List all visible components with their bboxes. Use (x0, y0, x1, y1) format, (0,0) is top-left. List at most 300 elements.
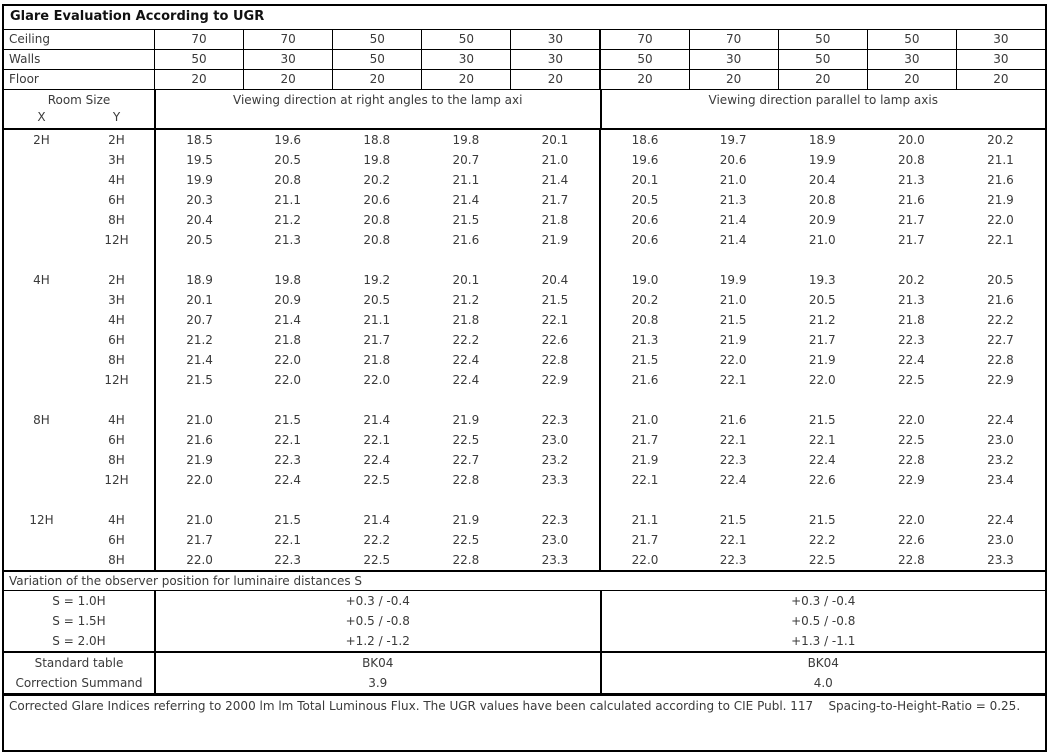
ugr-row (4, 390, 1045, 410)
ugr-value: 20.2 (599, 290, 688, 310)
ugr-value (599, 490, 688, 510)
ugr-value: 21.9 (541, 233, 569, 247)
surface-value: 20 (154, 70, 243, 89)
ugr-value: 21.1 (987, 153, 1014, 167)
ugr-value: 22.3 (719, 453, 747, 467)
ugr-value: 22.2 (363, 533, 391, 547)
ugr-value: 21.6 (987, 293, 1014, 307)
ugr-row (4, 550, 1045, 570)
variation-label: S = 1.0H (52, 594, 106, 608)
ugr-value: 22.0 (599, 550, 688, 570)
room-y-label: 3H (108, 153, 125, 167)
ugr-value: 21.2 (452, 293, 480, 307)
room-size-label: Room Size (47, 93, 111, 107)
ugr-row (4, 230, 1045, 250)
surface-reflectance-section (4, 30, 1045, 90)
variation-left-value: +1.2 / -1.2 (154, 631, 600, 651)
ugr-value: 20.5 (363, 293, 391, 307)
ugr-value: 21.9 (154, 450, 243, 470)
ugr-value: 22.1 (987, 233, 1014, 247)
ugr-value: 21.9 (719, 333, 747, 347)
ugr-value: 22.5 (452, 433, 480, 447)
ugr-value: 21.1 (452, 173, 480, 187)
ugr-value: 21.4 (719, 213, 747, 227)
ugr-value (689, 390, 778, 410)
room-x-label (4, 430, 79, 450)
ugr-value (778, 490, 867, 510)
ugr-value: 20.6 (719, 153, 747, 167)
ugr-value (689, 490, 778, 510)
ugr-value: 18.8 (363, 133, 391, 147)
ugr-row (4, 510, 1045, 530)
ugr-value: 19.2 (363, 273, 391, 287)
ugr-value: 20.4 (541, 273, 569, 287)
summary-right-value: BK04 (600, 653, 1046, 674)
ugr-value: 22.5 (452, 533, 480, 547)
ugr-value: 22.1 (541, 313, 569, 327)
ugr-value: 21.3 (274, 233, 301, 247)
ugr-value: 20.2 (897, 273, 925, 287)
ugr-value: 22.6 (808, 473, 836, 487)
ugr-value: 22.4 (452, 373, 480, 387)
ugr-value: 22.9 (987, 373, 1014, 387)
summary-right-value: 4.0 (600, 673, 1046, 693)
ugr-value: 22.5 (363, 553, 391, 567)
ugr-value: 19.8 (452, 133, 480, 147)
ugr-row (4, 490, 1045, 510)
ugr-value: 21.6 (897, 193, 925, 207)
surface-value: 20 (956, 70, 1045, 89)
ugr-value: 22.0 (897, 413, 925, 427)
ugr-value: 21.5 (154, 370, 243, 390)
ugr-row (4, 310, 1045, 330)
room-x-label (4, 290, 79, 310)
room-x-label (4, 490, 79, 510)
ugr-value: 21.3 (897, 293, 925, 307)
ugr-value: 22.4 (987, 513, 1014, 527)
room-y-label (79, 390, 154, 410)
ugr-value: 21.0 (808, 233, 836, 247)
ugr-value: 20.8 (599, 310, 688, 330)
ugr-value: 22.1 (274, 533, 301, 547)
ugr-value: 22.0 (897, 513, 925, 527)
ugr-value (421, 390, 510, 410)
room-x-label (4, 230, 79, 250)
ugr-value: 19.6 (274, 133, 301, 147)
ugr-row (4, 470, 1045, 490)
ugr-value: 20.9 (274, 293, 301, 307)
surface-value: 50 (778, 50, 867, 69)
room-x-label: 4H (33, 273, 50, 287)
ugr-values-section (4, 130, 1045, 570)
ugr-value: 22.0 (719, 353, 747, 367)
room-x-label: 12H (29, 513, 54, 527)
ugr-value: 22.4 (808, 453, 836, 467)
ugr-value: 21.5 (541, 293, 569, 307)
room-y-label: 12H (104, 233, 129, 247)
ugr-value: 21.7 (599, 530, 688, 550)
ugr-value: 21.8 (452, 313, 480, 327)
surface-value: 30 (689, 50, 778, 69)
room-y-label: 8H (108, 453, 125, 467)
ugr-value: 19.5 (154, 150, 243, 170)
ugr-value: 19.9 (719, 273, 747, 287)
ugr-value: 21.5 (719, 313, 747, 327)
room-x-label: 8H (33, 413, 50, 427)
room-x-label (4, 150, 79, 170)
variation-right-value: +0.5 / -0.8 (600, 611, 1046, 631)
surface-value: 50 (599, 50, 688, 69)
y-column-header: Y (112, 110, 121, 124)
surface-value: 20 (510, 70, 599, 89)
ugr-value: 21.5 (599, 350, 688, 370)
ugr-value: 22.4 (987, 413, 1014, 427)
surface-value: 30 (421, 50, 510, 69)
room-y-label: 8H (108, 213, 125, 227)
surface-value: 30 (956, 50, 1045, 69)
ugr-value: 22.1 (719, 533, 747, 547)
room-y-label: 4H (108, 513, 125, 527)
ugr-row (4, 150, 1045, 170)
room-y-label: 12H (104, 373, 129, 387)
ugr-value: 21.5 (274, 413, 301, 427)
ugr-value: 20.7 (154, 310, 243, 330)
variation-row (4, 611, 1045, 631)
ugr-value (689, 250, 778, 270)
ugr-value (332, 250, 421, 270)
ugr-value: 23.3 (987, 553, 1014, 567)
ugr-value: 22.3 (541, 513, 569, 527)
ugr-value: 23.4 (987, 473, 1014, 487)
ugr-value: 22.4 (897, 353, 925, 367)
surface-value: 70 (689, 30, 778, 49)
surface-label: Walls (9, 52, 41, 66)
ugr-value: 21.4 (541, 173, 569, 187)
ugr-value: 21.5 (274, 513, 301, 527)
variation-section-title: Variation of the observer position for luminaire distances S (4, 570, 1045, 591)
ugr-value: 19.6 (599, 150, 688, 170)
ugr-value: 21.1 (363, 313, 391, 327)
surface-value: 30 (510, 30, 599, 49)
ugr-value: 20.6 (599, 210, 688, 230)
ugr-value: 21.8 (541, 213, 569, 227)
ugr-value: 21.7 (599, 430, 688, 450)
ugr-value: 23.2 (987, 453, 1014, 467)
room-x-label (4, 250, 79, 270)
ugr-value: 22.3 (274, 453, 301, 467)
surface-value: 20 (243, 70, 332, 89)
viewing-right-angles-header: Viewing direction at right angles to the lamp axi (154, 90, 600, 128)
surface-row (4, 50, 1045, 70)
ugr-value: 21.3 (719, 193, 747, 207)
ugr-value (510, 250, 599, 270)
room-y-label (79, 490, 154, 510)
ugr-value: 21.8 (274, 333, 301, 347)
ugr-value: 21.7 (897, 233, 925, 247)
surface-value: 20 (332, 70, 421, 89)
ugr-value: 22.1 (808, 433, 836, 447)
ugr-value: 21.8 (897, 313, 925, 327)
ugr-value (154, 490, 243, 510)
ugr-value (243, 490, 332, 510)
ugr-value: 21.4 (719, 233, 747, 247)
summary-label: Standard table (34, 656, 124, 670)
surface-label: Floor (9, 72, 39, 86)
ugr-value: 22.1 (274, 433, 301, 447)
ugr-value: 18.9 (808, 133, 836, 147)
ugr-value: 22.7 (452, 453, 480, 467)
ugr-value: 21.3 (897, 173, 925, 187)
variation-label: S = 2.0H (52, 634, 106, 648)
ugr-value: 21.7 (808, 333, 836, 347)
surface-value: 30 (510, 50, 599, 69)
room-x-label (4, 530, 79, 550)
ugr-value: 22.0 (363, 373, 391, 387)
room-y-label: 2H (108, 273, 125, 287)
ugr-value: 22.8 (987, 353, 1014, 367)
ugr-value: 23.0 (987, 433, 1014, 447)
ugr-value (510, 490, 599, 510)
ugr-value: 21.6 (719, 413, 747, 427)
surface-value: 20 (778, 70, 867, 89)
ugr-value (154, 390, 243, 410)
ugr-value: 20.8 (363, 233, 391, 247)
ugr-value: 20.5 (154, 230, 243, 250)
room-y-label: 2H (108, 133, 125, 147)
room-y-label: 6H (108, 533, 125, 547)
ugr-value: 21.5 (808, 513, 836, 527)
ugr-value: 22.4 (363, 453, 391, 467)
variation-row (4, 591, 1045, 611)
surface-value: 20 (689, 70, 778, 89)
surface-value: 20 (867, 70, 956, 89)
ugr-value: 22.0 (154, 550, 243, 570)
ugr-row (4, 190, 1045, 210)
ugr-table (2, 4, 1047, 695)
ugr-value: 18.5 (154, 130, 243, 150)
ugr-value: 20.5 (808, 293, 836, 307)
ugr-value (332, 490, 421, 510)
ugr-value (867, 490, 956, 510)
ugr-row (4, 270, 1045, 290)
room-x-label (4, 210, 79, 230)
ugr-value: 21.5 (719, 513, 747, 527)
room-x-label (4, 370, 79, 390)
ugr-value: 22.5 (897, 373, 925, 387)
surface-value: 30 (867, 50, 956, 69)
ugr-value: 22.6 (897, 533, 925, 547)
room-x-label (4, 390, 79, 410)
ugr-value: 21.0 (541, 153, 569, 167)
room-x-label (4, 450, 79, 470)
ugr-value: 21.6 (987, 173, 1014, 187)
surface-row (4, 30, 1045, 50)
surface-value: 50 (421, 30, 510, 49)
ugr-value: 20.5 (987, 273, 1014, 287)
ugr-value: 22.3 (897, 333, 925, 347)
summary-label: Correction Summand (15, 676, 143, 690)
ugr-value: 22.0 (154, 470, 243, 490)
summary-left-value: BK04 (154, 653, 600, 674)
ugr-value: 20.8 (808, 193, 836, 207)
ugr-value: 21.7 (363, 333, 391, 347)
ugr-value: 21.1 (599, 510, 688, 530)
room-y-label: 4H (108, 313, 125, 327)
variation-right-value: +0.3 / -0.4 (600, 591, 1046, 611)
ugr-value: 21.9 (987, 193, 1014, 207)
variation-label: S = 1.5H (52, 614, 106, 628)
ugr-value: 22.2 (987, 313, 1014, 327)
ugr-value (510, 390, 599, 410)
ugr-value: 22.8 (452, 553, 480, 567)
ugr-value: 22.4 (274, 473, 301, 487)
ugr-row (4, 330, 1045, 350)
ugr-row (4, 410, 1045, 430)
surface-row (4, 70, 1045, 90)
ugr-value: 22.8 (452, 473, 480, 487)
room-y-label: 6H (108, 433, 125, 447)
surface-value: 70 (154, 30, 243, 49)
ugr-value (956, 390, 1045, 410)
ugr-value: 21.7 (541, 193, 569, 207)
ugr-value (421, 250, 510, 270)
table-header-row (4, 90, 1045, 130)
surface-value: 50 (332, 30, 421, 49)
ugr-value (332, 390, 421, 410)
room-x-label (4, 310, 79, 330)
ugr-value: 21.2 (808, 313, 836, 327)
ugr-value: 22.3 (274, 553, 301, 567)
ugr-value: 22.1 (719, 433, 747, 447)
ugr-value: 22.6 (541, 333, 569, 347)
ugr-value: 22.0 (808, 373, 836, 387)
ugr-row (4, 290, 1045, 310)
ugr-value: 19.0 (599, 270, 688, 290)
variation-left-value: +0.5 / -0.8 (154, 611, 600, 631)
ugr-row (4, 130, 1045, 150)
surface-value: 50 (332, 50, 421, 69)
surface-label: Ceiling (9, 32, 50, 46)
room-x-label (4, 170, 79, 190)
surface-value: 30 (243, 50, 332, 69)
ugr-value: 19.3 (808, 273, 836, 287)
ugr-row (4, 170, 1045, 190)
room-y-label: 6H (108, 193, 125, 207)
ugr-value: 21.7 (154, 530, 243, 550)
surface-value: 50 (867, 30, 956, 49)
ugr-value: 20.1 (154, 290, 243, 310)
ugr-value: 22.5 (363, 473, 391, 487)
ugr-value: 22.5 (808, 553, 836, 567)
ugr-datasheet-page (0, 4, 1050, 754)
ugr-value (599, 250, 688, 270)
ugr-value: 20.9 (808, 213, 836, 227)
ugr-value: 20.0 (897, 133, 925, 147)
ugr-value: 20.8 (897, 153, 925, 167)
ugr-value: 21.4 (274, 313, 301, 327)
ugr-value: 20.8 (274, 173, 301, 187)
summary-row (4, 651, 1045, 673)
ugr-row (4, 350, 1045, 370)
summary-row (4, 673, 1045, 693)
page-title: Glare Evaluation According to UGR (4, 6, 1045, 30)
ugr-value: 23.2 (541, 453, 569, 467)
room-y-label: 8H (108, 353, 125, 367)
room-x-label: 2H (33, 133, 50, 147)
ugr-value: 21.9 (599, 450, 688, 470)
ugr-value: 21.6 (452, 233, 480, 247)
room-x-label (4, 470, 79, 490)
ugr-value (867, 390, 956, 410)
room-x-label (4, 550, 79, 570)
ugr-value: 21.2 (274, 213, 301, 227)
ugr-row (4, 370, 1045, 390)
ugr-value: 22.0 (274, 373, 301, 387)
ugr-value: 19.9 (808, 153, 836, 167)
ugr-value: 21.8 (363, 353, 391, 367)
ugr-value: 22.9 (541, 373, 569, 387)
xy-header (4, 110, 154, 124)
ugr-value: 21.0 (719, 173, 747, 187)
room-x-label (4, 330, 79, 350)
ugr-value: 22.3 (719, 553, 747, 567)
ugr-value: 21.3 (599, 330, 688, 350)
ugr-value: 20.1 (452, 273, 480, 287)
ugr-value: 22.1 (719, 373, 747, 387)
room-y-label: 4H (108, 413, 125, 427)
ugr-value: 21.0 (154, 410, 243, 430)
ugr-value: 21.0 (599, 410, 688, 430)
surface-value: 20 (421, 70, 510, 89)
ugr-value: 21.5 (808, 413, 836, 427)
ugr-value: 18.6 (599, 130, 688, 150)
ugr-value: 22.3 (541, 413, 569, 427)
ugr-value (599, 390, 688, 410)
ugr-value: 20.2 (363, 173, 391, 187)
ugr-value: 21.0 (154, 510, 243, 530)
ugr-value (867, 250, 956, 270)
ugr-value: 19.7 (719, 133, 747, 147)
ugr-value: 18.9 (154, 270, 243, 290)
ugr-value: 22.2 (452, 333, 480, 347)
ugr-value (778, 250, 867, 270)
ugr-value: 21.9 (452, 513, 480, 527)
ugr-value: 20.5 (599, 190, 688, 210)
ugr-value: 21.1 (274, 193, 301, 207)
ugr-value (154, 250, 243, 270)
surface-value: 70 (243, 30, 332, 49)
surface-value: 30 (956, 30, 1045, 49)
ugr-value: 22.4 (452, 353, 480, 367)
ugr-row (4, 250, 1045, 270)
ugr-value: 23.0 (541, 433, 569, 447)
ugr-row (4, 210, 1045, 230)
ugr-value (778, 390, 867, 410)
ugr-value: 22.2 (808, 533, 836, 547)
ugr-value: 22.7 (987, 333, 1014, 347)
ugr-row (4, 450, 1045, 470)
ugr-value: 22.8 (541, 353, 569, 367)
ugr-value (956, 490, 1045, 510)
ugr-value: 21.9 (452, 413, 480, 427)
variation-right-value: +1.3 / -1.1 (600, 631, 1046, 651)
ugr-value: 21.0 (719, 293, 747, 307)
ugr-value: 20.1 (541, 133, 569, 147)
surface-value: 50 (154, 50, 243, 69)
ugr-value: 22.0 (987, 213, 1014, 227)
room-y-label: 6H (108, 333, 125, 347)
variation-section (4, 591, 1045, 651)
